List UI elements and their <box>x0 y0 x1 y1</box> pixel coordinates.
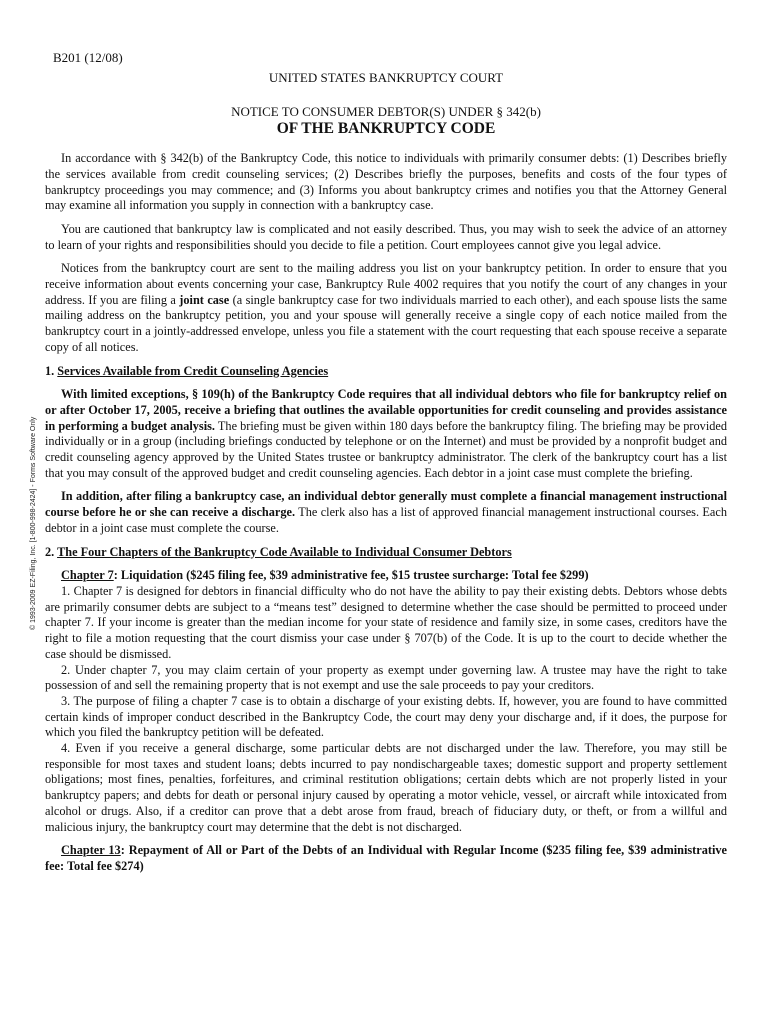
joint-case-term: joint case <box>179 292 230 307</box>
section-1-p2-rest: The clerk also has a list of approved financial management instructional courses. Each debtor in a joint case must complete the course. <box>45 505 727 535</box>
chapter-7-label: Chapter 7 <box>61 568 114 583</box>
section-2-title: The Four Chapters of the Bankruptcy Code Available to Individual Consumer Debtors <box>57 544 512 559</box>
chapter-13-label: Chapter 13 <box>61 843 121 858</box>
section-2-number: 2. <box>45 544 58 559</box>
section-1-heading <box>45 364 727 380</box>
court-name: UNITED STATES BANKRUPTCY COURT <box>268 70 504 85</box>
intro-p3-text-b: (a single bankruptcy case for two individuals married to each other), and each spouse lists the same mailing address on the bankruptcy petition, you and your spouse will generally receive a single copy of each notice mailed from the bankruptcy court in a jointly-addressed envelope, unless you file a statement with the court requesting that each spouse receive a separate copy of all notices. <box>45 292 727 354</box>
section-2-heading <box>45 545 727 561</box>
code-title: OF THE BANKRUPTCY CODE <box>276 120 496 138</box>
chapter-7-item-3: 3. The purpose of filing a chapter 7 case is to obtain a discharge of your existing debts. If, however, you are found to have committed certain kinds of improper conduct described in the Bankruptcy Code, the court may deny your discharge and, if it does, the purpose for which you filed the bankruptcy petition will be defeated. <box>45 693 727 740</box>
chapter-7-heading <box>45 568 727 584</box>
section-1-p1-rest: The briefing must be given within 180 days before the bankruptcy filing. The briefing may be provided individually or in a group (including briefings conducted by telephone or on the Internet) and must be provided by a nonprofit budget and credit counseling agency approved by the United States trustee or bankruptcy administrator. The clerk of the bankruptcy court has a list that you may consult of the approved budget and credit counseling agencies. Each debtor in a joint case must complete the briefing. <box>45 418 727 480</box>
section-1-paragraph-1 <box>45 387 727 481</box>
section-1-title: Services Available from Credit Counseling Agencies <box>57 363 329 378</box>
section-1-p2-bold: In addition, after filing a bankruptcy case, an individual debtor generally must complete a financial management instructional course before he or she can receive a discharge. <box>45 489 727 520</box>
chapter-7-title: : Liquidation ($245 filing fee, $39 administrative fee, $15 trustee surcharge: Total fee $299) <box>113 568 589 583</box>
copyright-side-note: © 1993-2009 EZ-Filing, Inc. [1-800-998-2424] - Forms Software Only <box>30 416 37 630</box>
intro-paragraph-1: In accordance with § 342(b) of the Bankruptcy Code, this notice to individuals with primarily consumer debts: (1) Describes briefly the services available from credit counseling services; (2) Describes briefly the purposes, benefits and costs of the four types of bankruptcy proceedings you may commence; and (3) Informs you about bankruptcy crimes and notifies you that the Attorney General may examine all information you supply in connection with a bankruptcy case. <box>45 151 727 213</box>
chapter-7-item-2: 2. Under chapter 7, you may claim certain of your property as exempt under governing law. A trustee may have the right to take possession of and sell the remaining property that is not exempt and use the sale proceeds to pay your creditors. <box>45 662 727 693</box>
chapter-7-item-1: 1. Chapter 7 is designed for debtors in financial difficulty who do not have the ability to pay their existing debts. Debtors whose debts are primarily consumer debts are subject to a “means test” designed to determine whether the case should be permitted to proceed under chapter 7. If your income is greater than the median income for your state of residence and family size, in some cases, creditors have the right to file a motion requesting that the court dismiss your case under § 707(b) of the Code. It is up to the court to decide whether the case should be dismissed. <box>45 583 727 661</box>
chapter-13-title: : Repayment of All or Part of the Debts of an Individual with Regular Income ($235 filing fee, $39 administrative fee: Total fee $274) <box>45 843 727 873</box>
intro-paragraph-2: You are cautioned that bankruptcy law is complicated and not easily described. Thus, you may wish to seek the advice of an attorney to learn of your rights and responsibilities should you decide to file a petition. Court employees cannot give you legal advice. <box>45 221 727 252</box>
intro-paragraph-3 <box>45 261 727 355</box>
intro-p3-text-a: Notices from the bankruptcy court are sent to the mailing address you list on your bankruptcy petition. In order to ensure that you receive information about events concerning your case, Bankruptcy Rule 4002 requires that you notify the court of any changes in your address. If you are filing a <box>45 261 727 307</box>
form-id: B201 (12/08) <box>53 50 123 65</box>
section-1-p1-bold: With limited exceptions, § 109(h) of the Bankruptcy Code requires that all individual debtors who file for bankruptcy relief on or after October 17, 2005, receive a briefing that outlines the available opportunities for credit counseling and provides assistance in performing a budget analysis. <box>45 387 727 433</box>
section-1-number: 1. <box>45 363 58 378</box>
notice-title: NOTICE TO CONSUMER DEBTOR(S) UNDER § 342(b) <box>231 103 541 119</box>
section-1-paragraph-2 <box>45 489 727 536</box>
chapter-7-item-4: 4. Even if you receive a general discharge, some particular debts are not discharged under the law. Therefore, you may still be responsible for most taxes and student loans; debts incurred to pay nondischargeable taxes; domestic support and property settlement obligations; most fines, penalties, forfeitures, and criminal restitution obligations; certain debts which are not properly listed in your bankruptcy papers; and debts for death or personal injury caused by operating a motor vehicle, vessel, or aircraft while intoxicated from alcohol or drugs. Also, if a creditor can prove that a debt arose from fraud, breach of fiduciary duty, or theft, or from a willful and malicious injury, the bankruptcy court may determine that the debt is not discharged. <box>45 741 727 834</box>
chapter-13-heading <box>45 843 727 874</box>
document-body <box>45 70 727 875</box>
